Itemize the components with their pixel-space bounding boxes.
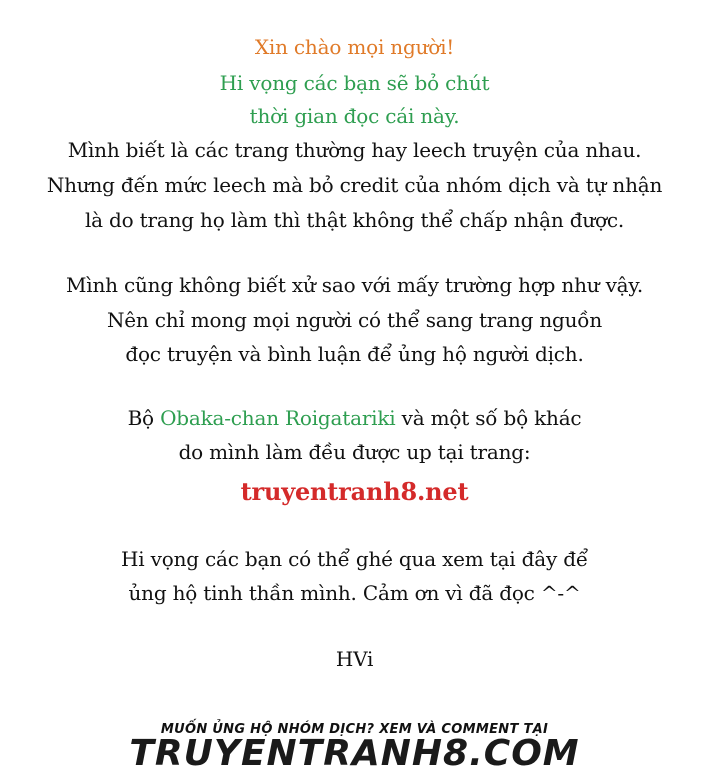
greeting-text: Xin chào mọi người! bbox=[254, 35, 455, 59]
paragraph3-suffix: và một số bộ khác bbox=[395, 406, 582, 430]
hope-line-1: Hi vọng các bạn sẽ bỏ chút bbox=[219, 71, 490, 95]
paragraph2-line-2: Nên chỉ mong mọi người có thể sang trang nguồn bbox=[106, 308, 603, 332]
signature: HVi bbox=[335, 647, 374, 671]
paragraph3-line-2: do mình làm đều được up tại trang: bbox=[178, 440, 531, 464]
paragraph3-line-1 bbox=[0, 403, 709, 433]
paragraph4-line-1: Hi vọng các bạn có thể ghé qua xem tại đây để bbox=[121, 547, 588, 571]
paragraph3-prefix: Bộ bbox=[127, 406, 161, 430]
paragraph1-line-1: Mình biết là các trang thường hay leech truyện của nhau. bbox=[67, 138, 642, 162]
hope-line-2: thời gian đọc cái này. bbox=[249, 104, 460, 128]
site-link[interactable]: truyentranh8.net bbox=[240, 477, 469, 506]
paragraph4-line-2: ủng hộ tinh thần mình. Cảm ơn vì đã đọc ^-^ bbox=[128, 581, 581, 605]
paragraph1-line-3: là do trang họ làm thì thật không thể chấp nhận được. bbox=[84, 208, 625, 232]
footer-cta: MUỐN ỦNG HỘ NHÓM DỊCH? XEM VÀ COMMENT TẠI bbox=[160, 722, 549, 737]
paragraph2-line-1: Mình cũng không biết xử sao với mấy trường hợp như vậy. bbox=[65, 273, 644, 297]
series-title: Obaka-chan Roigatariki bbox=[160, 406, 396, 430]
footer-site[interactable]: TRUYENTRANH8.COM bbox=[129, 733, 580, 774]
paragraph2-line-3: đọc truyện và bình luận để ủng hộ người dịch. bbox=[125, 342, 584, 366]
paragraph1-line-2: Nhưng đến mức leech mà bỏ credit của nhóm dịch và tự nhận bbox=[46, 173, 663, 197]
